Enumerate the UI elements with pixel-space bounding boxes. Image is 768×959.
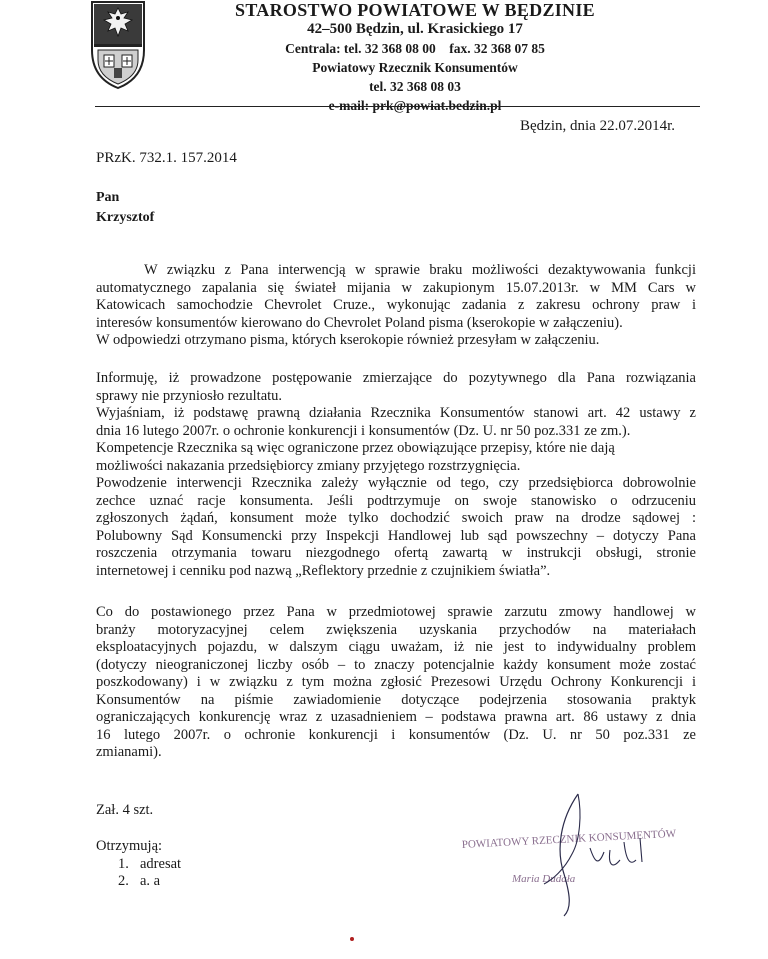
text-line: Powodzenie interwencji Rzecznika zależy wyłącznie od tego, czy przedsiębiorca dobrowolnie [96,475,696,491]
text-line: W związku z Pana interwencją w sprawie braku możliwości dezaktywowania funkcji [144,262,696,278]
text-line: branży motoryzacyjnej celem zwiększenia uzyskania przychodów na materiałach [96,621,696,638]
attachments-note: Zał. 4 szt. [96,802,154,818]
institution-phones: Centrala: tel. 32 368 08 00 fax. 32 368 07 85 [285,41,545,56]
official-stamp-signature [460,790,680,920]
distribution-list [96,838,181,891]
text-line: poszkodowany) i w związku z tym można zgłosić Prezesowi Urzędu Ochrony Konkurencji i [96,674,696,690]
text-line: interesów konsumentów kierowano do Chevrolet Poland pisma (kserokopie w załączeniu). [96,314,623,331]
text-line: zgłoszonych żądań, konsument może tylko dochodzić swoich praw na drodze sądowej : [96,510,696,526]
text-line: automatycznego zapalania się świateł mijania w zakupionym 15.07.2013r. w MM Cars w [96,279,696,296]
text-line: Kompetencje Rzecznika są więc ograniczone przez obowiązujące przepisy, które nie dają [96,440,615,456]
reference-number: PRzK. 732.1. 157.2014 [96,150,237,166]
office-name: Powiatowy Rzecznik Konsumentów [312,60,518,75]
header-divider [95,106,700,107]
text-line: W odpowiedzi otrzymano pisma, których kserokopie również przesyłam w załączeniu. [96,332,600,348]
text-line: (dotyczy nieograniczonej liczby osób – to znaczy potencjalnie każdy konsument może zostać [96,656,696,673]
stamp-name-text: Maria Dudała [512,873,576,885]
stamp-office-text: POWIATOWY RZECZNIK KONSUMENTÓW [461,827,677,851]
text-line: Wyjaśniam, iż podstawę prawną działania Rzecznika Konsumentów stanowi art. 42 ustawy z [96,405,696,421]
paragraph-explanation [96,370,696,580]
recipient-salutation: Pan [96,190,120,205]
office-email: e-mail: prk@powiat.bedzin.pl [328,98,502,113]
text-line: zechce uznać racje konsumenta. Jeśli podtrzymuje on swoje stanowisko o odrzuceniu [96,492,696,509]
text-line: Co do postawionego przez Pana w przedmiotowej sprawie zarzutu zmowy handlowej w [96,604,696,620]
text-line: sprawy nie przyniosło rezultatu. [96,387,283,404]
letterhead [230,0,600,115]
text-line: roszczenia otrzymania towaru niezgodnego ofertą zawartą w instrukcji obsługi, stronie [96,545,696,561]
recipient-name: Krzysztof [96,210,155,225]
text-line: ograniczających konkurencję wraz z uzasadnieniem – podstawa prawna art. 86 ustawy z dnia [96,709,696,725]
text-line: 16 lutego 2007r. o ochronie konkurencji i konsumentów (Dz. U. nr 50 poz.331 ze [96,726,696,743]
institution-name: STAROSTWO POWIATOWE W BĘDZINIE [235,0,595,20]
office-phone: tel. 32 368 08 03 [369,79,461,94]
text-line: internetowej i cenniku pod nazwą „Reflektory przednie z czujnikiem światła”. [96,562,551,579]
distribution-label: Otrzymują: [96,838,163,854]
text-line: Konsumentów na piśmie zawiadomienie dotyczące podejrzenia stosowania praktyk [96,691,696,708]
text-line: Informuję, iż prowadzone postępowanie zmierzające do pozytywnego dla Pana rozwiązania [96,370,696,386]
institution-address: 42–500 Będzin, ul. Krasickiego 17 [307,21,523,37]
text-line: Polubowny Sąd Konsumencki przy Inspekcji Handlowej lub sąd powszechny – dotyczy Pana [96,527,696,544]
list-item: 1. adresat [118,855,182,872]
scan-speck [350,937,354,941]
list-item: 2. a. a [118,873,161,889]
recipient-block [96,188,154,228]
text-line: możliwości nakazania przedsiębiorcy zmiany przyjętego rozstrzygnięcia. [96,457,521,474]
text-line: dnia 16 lutego 2007r. o ochronie konkurencji i konsumentów (Dz. U. nr 50 poz.331 ze zm.). [96,422,631,439]
paragraph-intro [96,262,696,350]
paragraph-competition [96,604,696,762]
text-line: Katowicach samochodzie Chevrolet Cruze., wykonując zadania z zakresu ochrony praw i [96,297,696,313]
letter-date: Będzin, dnia 22.07.2014r. [520,118,675,134]
text-line: zmianami). [96,744,162,760]
text-line: eksploatacyjnych pojazdu, w dalszym ciągu uważam, iż nie jest to indywidualny problem [96,639,696,655]
coat-of-arms-icon [88,0,148,90]
